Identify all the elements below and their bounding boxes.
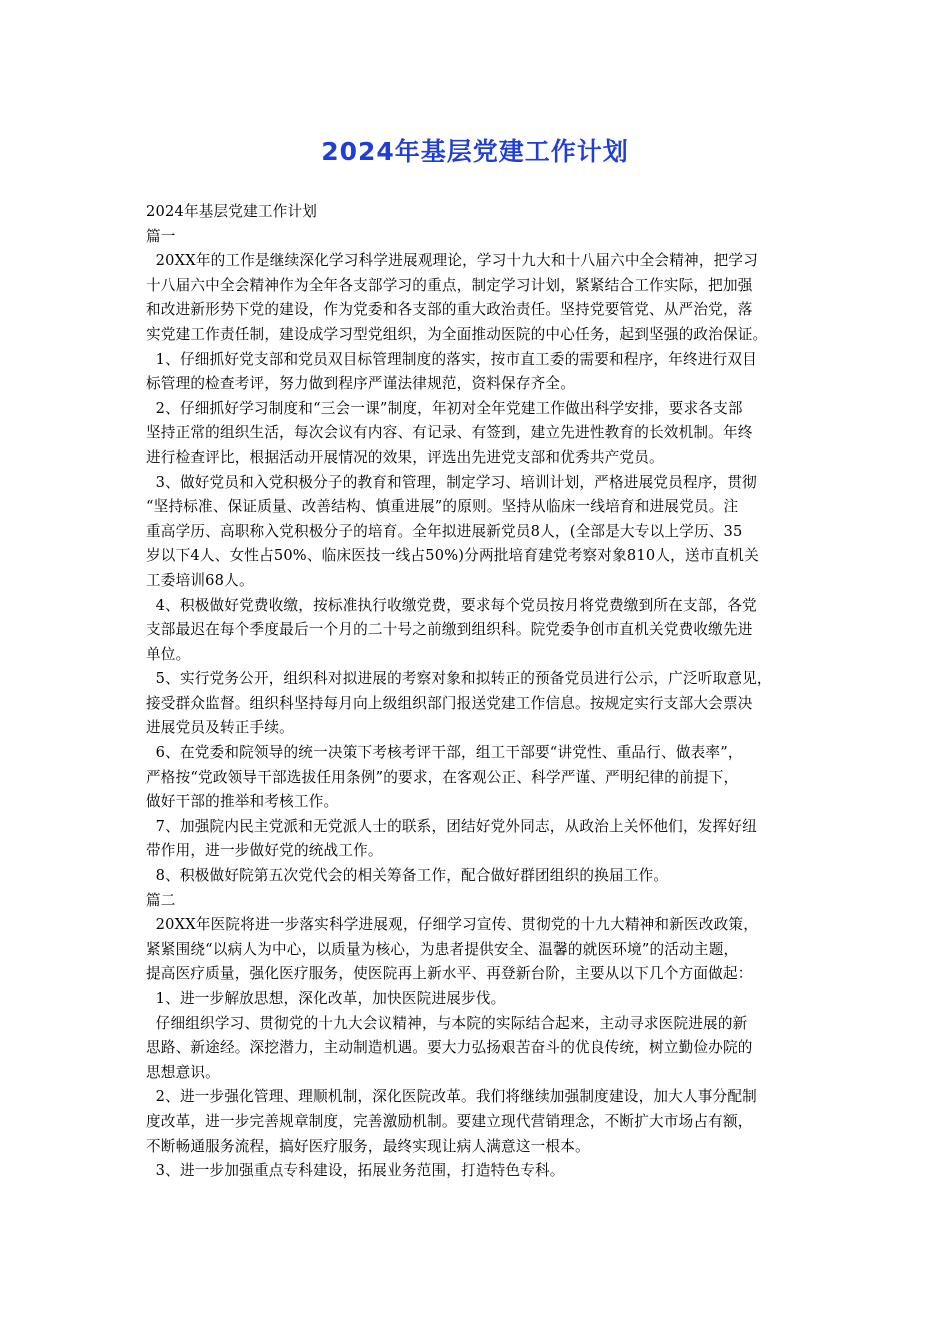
text-line: 十八届六中全会精神作为全年各支部学习的重点，制定学习计划，紧紧结合工作实际，把加强	[146, 276, 753, 294]
text-line: 实党建工作责任制，建设成学习型党组织，为全面推动医院的中心任务，起到坚强的政治保证。	[146, 325, 768, 343]
text-line: 度改革，进一步完善规章制度，完善激励机制。要建立现代营销理念，不断扩大市场占有额，	[146, 1112, 753, 1130]
text-line: 仔细组织学习、贯彻党的十九大会议精神，与本院的实际结合起来，主动寻求医院进展的新	[146, 1014, 748, 1032]
text-line: 单位。	[146, 645, 191, 663]
text-line: 7、加强院内民主党派和无党派人士的联系，团结好党外同志，从政治上关怀他们，发挥好纽	[146, 817, 757, 835]
text-line: 8、积极做好院第五次党代会的相关筹备工作，配合做好群团组织的换届工作。	[146, 867, 669, 885]
text-line: 思想意识。	[146, 1063, 220, 1081]
text-line: 篇一	[146, 227, 176, 245]
text-line: 坚持正常的组织生活，每次会议有内容、有记录、有签到，建立先进性教育的长效机制。年终	[146, 424, 753, 442]
document-title: 2024年基层党建工作计划	[321, 137, 629, 166]
text-line: 工委培训68人。	[146, 571, 254, 589]
text-line: 5、实行党务公开，组织科对拟进展的考察对象和拟转正的预备党员进行公示，广泛听取意见，	[146, 670, 772, 688]
text-line: 不断畅通服务流程，搞好医疗服务，最终实现让病人满意这一根本。	[146, 1137, 590, 1155]
text-line: 篇二	[146, 891, 176, 909]
text-line: 思路、新途经。深挖潜力，主动制造机遇。要大力弘扬艰苦奋斗的优良传统，树立勤俭办院的	[146, 1039, 753, 1057]
text-line: 20XX年的工作是继续深化学习科学进展观理论，学习十九大和十八届六中全会精神，把学习	[146, 252, 758, 270]
text-line: 带作用，进一步做好党的统战工作。	[146, 842, 383, 860]
text-line: 20XX年医院将进一步落实科学进展观，仔细学习宣传、贯彻党的十九大精神和新医改政策，	[146, 916, 758, 934]
text-line: 2、进一步强化管理、理顺机制，深化医院改革。我们将继续加强制度建设，加大人事分配制	[146, 1088, 757, 1106]
text-line: 2、仔细抓好学习制度和“三会一课”制度，年初对全年党建工作做出科学安排，要求各支部	[146, 399, 743, 417]
text-line: 岁以下4人、女性占50%、临床医技一线占50%)分两批培育建党考察对象810人，送市直机关	[146, 547, 759, 565]
text-line: 进行检查评比，根据活动开展情况的效果，评选出先进党支部和优秀共产党员。	[146, 448, 664, 466]
text-line: 1、仔细抓好党支部和党员双目标管理制度的落实，按市直工委的需要和程序，年终进行双目	[146, 350, 757, 368]
text-line: 做好干部的推举和考核工作。	[146, 793, 339, 811]
text-line: 1、进一步解放思想，深化改革，加快医院进展步伐。	[146, 990, 506, 1007]
text-line: 3、进一步加强重点专科建设，拓展业务范围，打造特色专科。	[146, 1162, 565, 1180]
text-line: 紧紧围绕“以病人为中心，以质量为核心，为患者提供安全、温馨的就医环境”的活动主题，	[146, 940, 739, 958]
text-line: 和改进新形势下党的建设，作为党委和各支部的重大政治责任。坚持党要管党、从严治党，落	[146, 301, 753, 319]
document-body	[146, 200, 826, 1184]
text-line: 3、做好党员和入党积极分子的教育和管理，制定学习、培训计划，严格进展党员程序，贯彻	[146, 473, 757, 491]
text-line: 重高学历、高职称入党积极分子的培育。全年拟进展新党员8人，(全部是大专以上学历、35	[146, 522, 743, 540]
text-line: 支部最迟在每个季度最后一个月的二十号之前缴到组织科。院党委争创市直机关党费收缴先进	[146, 621, 753, 639]
text-line: 4、积极做好党费收缴，按标准执行收缴党费，要求每个党员按月将党费缴到所在支部，各党	[146, 596, 757, 614]
text-line: 提高医疗质量，强化医疗服务，使医院再上新水平、再登新台阶，主要从以下几个方面做起：	[146, 965, 753, 983]
text-line: “坚持标准、保证质量、改善结构、慎重进展”的原则。坚持从临床一线培育和进展党员。注	[146, 498, 739, 516]
text-line: 6、在党委和院领导的统一决策下考核考评干部，组工干部要“讲党性、重品行、做表率”，	[146, 744, 743, 762]
text-line: 标管理的检查考评，努力做到程序严谨法律规范，资料保存齐全。	[146, 375, 576, 393]
text-line: 严格按“党政领导干部选拔任用条例”的要求，在客观公正、科学严谨、严明纪律的前提下，	[146, 768, 739, 786]
text-line: 进展党员及转正手续。	[146, 719, 294, 737]
text-line: 接受群众监督。组织科坚持每月向上级组织部门报送党建工作信息。按规定实行支部大会票决	[146, 694, 753, 712]
text-line: 2024年基层党建工作计划	[146, 203, 318, 220]
